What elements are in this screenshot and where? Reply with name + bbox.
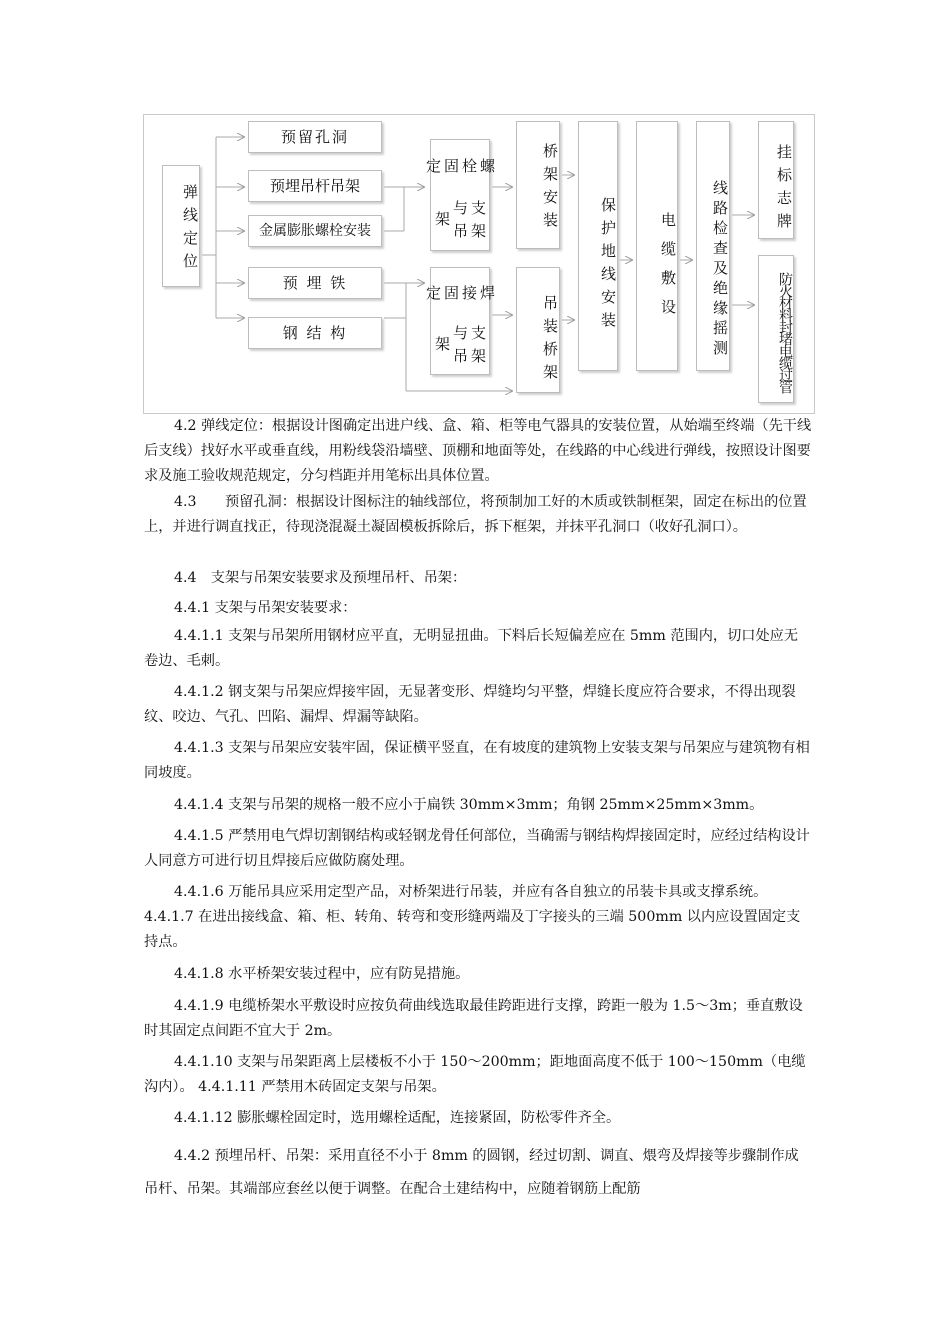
node-qiaojia-anzhuang xyxy=(516,121,560,249)
node-xianlu-jiancha xyxy=(696,121,730,371)
paragraph-4-4-2: 4.4.2 预埋吊杆、吊架：采用直径不小于 8mm 的圆钢，经过切割、调直、煨弯及焊接等步骤制作成吊杆、吊架。其端部应套丝以便于调整。在配合土建结构中，应随着钢筋上配筋 xyxy=(144,1148,799,1197)
node-label: 预留孔洞 xyxy=(280,128,349,146)
node-label: 电缆敷设 xyxy=(659,212,677,328)
paragraph-4-2: 4.2 弹线定位：根据设计图确定出进户线、盒、箱、柜等电气器具的安装位置，从始端至终端（先干线后支线）找好水平或垂直线，用粉线袋沿墙壁、顶棚和地面等处，在线路的中心线进行弹线，按照设计图要求及施工验收规范规定，分匀档距并用笔标出具体位置。 xyxy=(144,418,812,484)
node-guapai xyxy=(758,121,794,239)
node-hanjie-guding xyxy=(424,267,496,375)
paragraph-4-3: 4.3 预留孔洞：根据设计图标注的轴线部位，将预制加工好的木质或铁制框架，固定在标出的位置上，并进行调直找正，待现浇混凝土凝固模板拆除后，拆下框架，并抹平孔洞口（收好孔洞口）。 xyxy=(144,494,807,535)
node-label: 焊接固定 xyxy=(424,285,496,309)
node-label: 桥架安装 xyxy=(541,143,559,235)
node-yumai-tie xyxy=(248,267,382,299)
node-label: 预埋吊杆吊架 xyxy=(269,177,360,195)
paragraph-4-4-1-1: 4.4.1.1 支架与吊架所用钢材应平直，无明显扭曲。下料后长短偏差应在 5mm 范围内，切口处应无卷边、毛刺。 xyxy=(144,628,799,669)
paragraph-4-4-1-6: 4.4.1.6 万能吊具应采用定型产品，对桥架进行吊装，并应有各自独立的吊装卡具或支撑系统。 4.4.1.7 在进出接线盒、箱、柜、转角、转弯和变形缝两端及丁字接头的三端 500mm 以内应设置固定支持点。 xyxy=(144,884,801,950)
node-tanxian-dingwei xyxy=(162,165,200,287)
node-label: 弹线定位 xyxy=(181,184,199,276)
paragraph-4-4-1-9: 4.4.1.9 电缆桥架水平敷设时应按负荷曲线选取最佳跨距进行支撑，跨距一般为 1.5～3m；垂直敷设时其固定点间距不宜大于 2m。 xyxy=(144,998,803,1039)
paragraph-4-4-1: 4.4.1 支架与吊架安装要求： xyxy=(174,600,357,616)
node-label: 预 埋 铁 xyxy=(282,274,348,292)
node-dianlan-fushe xyxy=(636,121,678,371)
paragraph-4-4-1-12: 4.4.1.12 膨胀螺栓固定时，选用螺栓适配，连接紧固，防松零件齐全。 xyxy=(174,1110,621,1126)
paragraph-4-4-1-2: 4.4.1.2 钢支架与吊架应焊接牢固，无显著变形、焊缝均匀平整，焊缝长度应符合要求，不得出现裂纹、咬边、气孔、凹陷、漏焊、焊漏等缺陷。 xyxy=(144,684,796,725)
paragraph-4-4-1-10: 4.4.1.10 支架与吊架距离上层楼板不小于 150～200mm；距地面高度不低于 100～150mm（电缆沟内）。 4.4.1.11 严禁用木砖固定支架与吊架。 xyxy=(144,1054,806,1095)
node-label: 线路检查及绝缘摇测 xyxy=(711,180,729,360)
node-label: 防火材料封堵电缆过管 xyxy=(777,272,793,392)
paragraph-4-4: 4.4 支架与吊架安装要求及预埋吊杆、吊架： xyxy=(174,570,467,586)
node-label: 支架与吊架 xyxy=(433,324,487,371)
node-label: 金属膨胀螺栓安装 xyxy=(259,222,371,239)
node-label: 螺栓固定 xyxy=(424,158,496,182)
node-yuliu-kongdong xyxy=(248,121,382,153)
node-label: 钢 结 构 xyxy=(282,324,348,342)
paragraph-4-4-1-4: 4.4.1.4 支架与吊架的规格一般不应小于扁铁 30mm×3mm；角钢 25mm×25mm×3mm。 xyxy=(174,797,764,813)
node-diaozhuang-qiaojia xyxy=(516,267,560,393)
node-yumai-diaogan xyxy=(248,170,382,202)
node-luoshuan-guding xyxy=(424,139,496,251)
node-fanghuo-fengdu xyxy=(758,255,794,403)
paragraph-4-4-1-3: 4.4.1.3 支架与吊架应安装牢固，保证横平竖直，在有坡度的建筑物上安装支架与吊架应与建筑物有相同坡度。 xyxy=(144,740,810,781)
node-label: 支架与吊架 xyxy=(433,199,487,246)
process-flowchart xyxy=(143,114,815,414)
node-baohu-dixian xyxy=(578,121,618,371)
node-label: 挂标志牌 xyxy=(775,144,793,236)
paragraph-4-4-1-5: 4.4.1.5 严禁用电气焊切割钢结构或轻钢龙骨任何部位，当确需与钢结构焊接固定时，应经过结构设计人同意方可进行切且焊接后应做防腐处理。 xyxy=(144,828,810,869)
node-label: 吊装桥架 xyxy=(541,295,559,387)
node-gangjiegou xyxy=(248,317,382,349)
paragraph-4-4-1-8: 4.4.1.8 水平桥架安装过程中，应有防晃措施。 xyxy=(174,966,470,982)
node-label: 保护地线安装 xyxy=(599,197,617,335)
node-jinshu-pengzhang xyxy=(248,215,382,247)
